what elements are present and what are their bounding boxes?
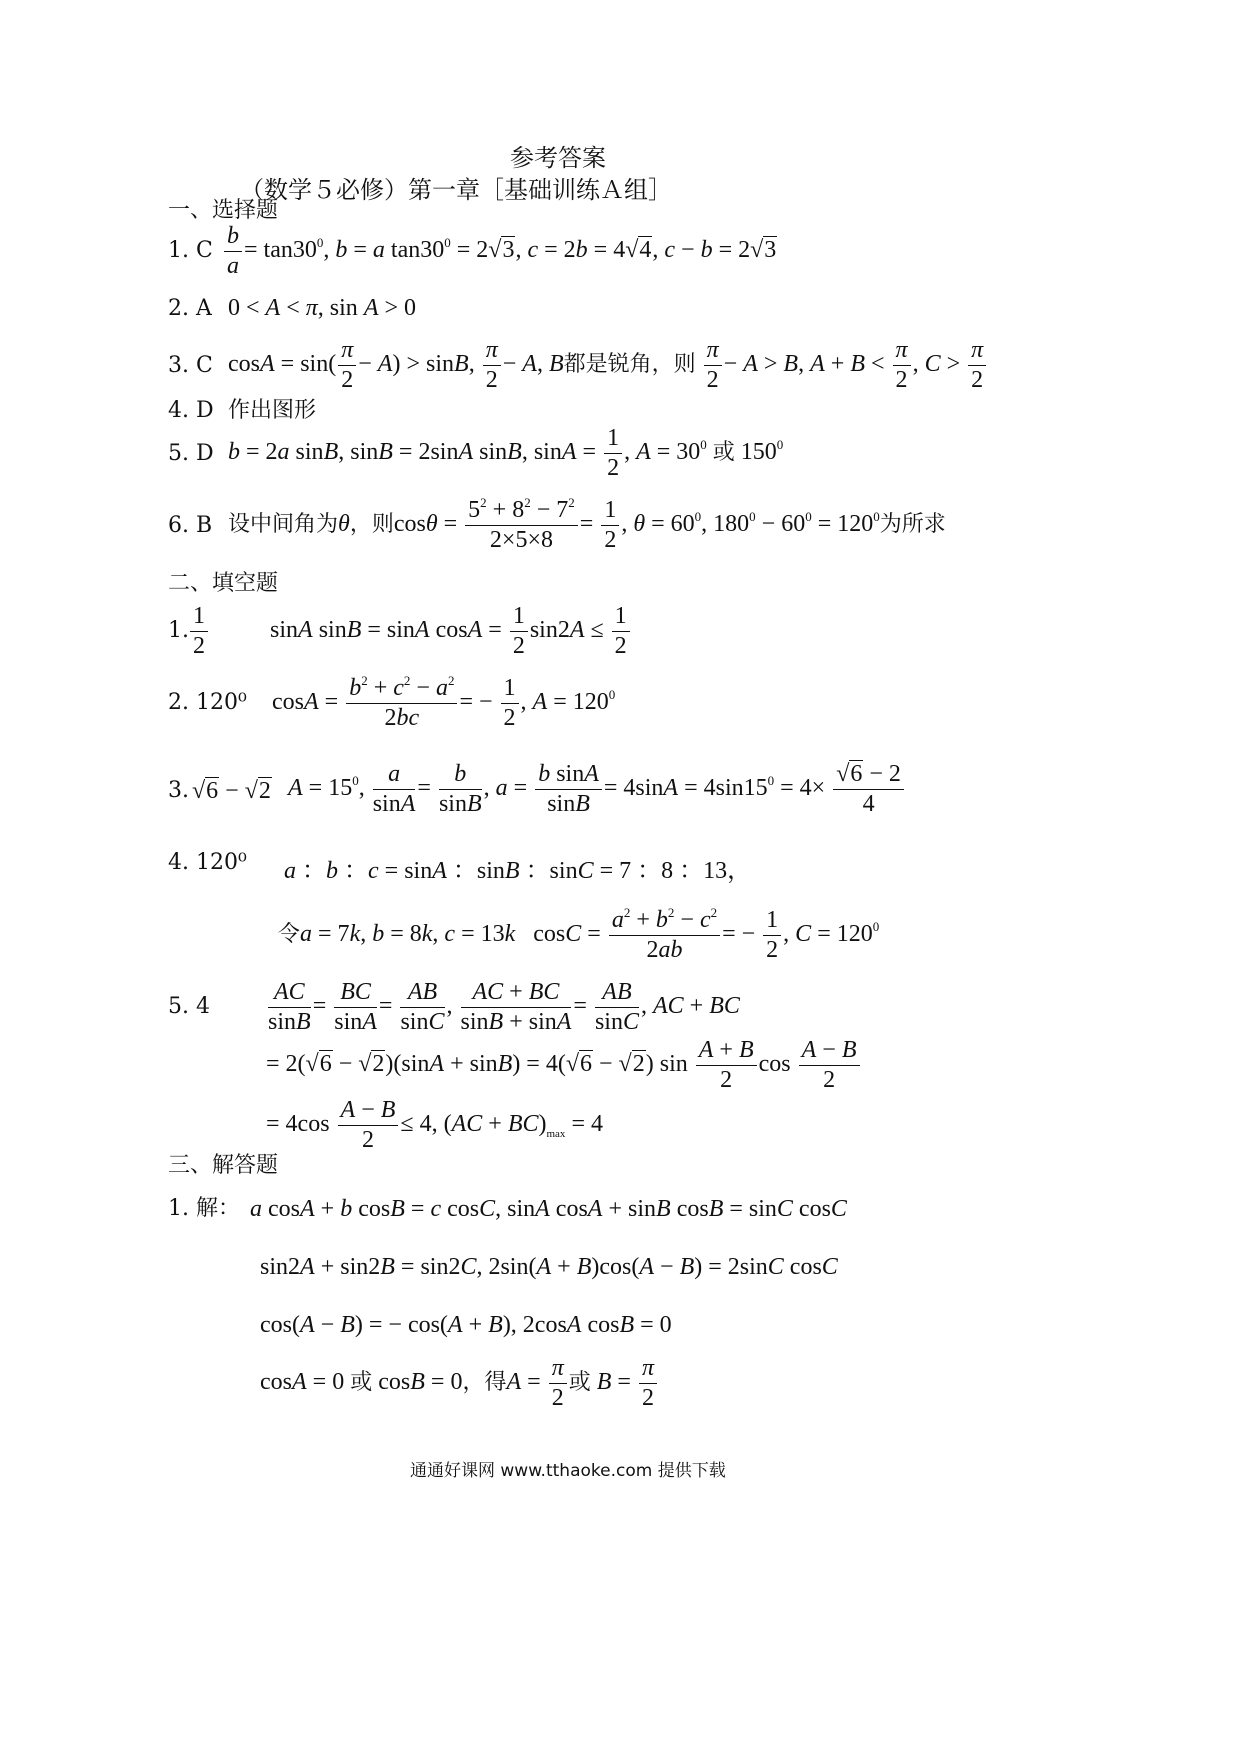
choice-6-label: 6. B [168, 513, 213, 538]
solve-1-or2: 或 [568, 1370, 591, 1396]
choice-6-formula: 设中间角为θ，则cosθ = $\frac{5^2 + 8^2 - 7^2}{2\times 5\times 8}$ = $\frac{1}{2}$ , $\theta = 60^0$, $180^0 - 60^0 = 120^0$为所求 [228, 495, 946, 554]
choice-2-label: 2. A [168, 296, 212, 321]
section-heading-choice: 一、选择题 [168, 198, 279, 223]
section-heading-fill: 二、填空题 [168, 571, 279, 596]
fill-1-label: 1. [168, 618, 189, 643]
page-title: 参考答案 [510, 144, 606, 172]
solve-1-line3: cos(A − B) = − cos(A + B), 2cosA cosB = 0 [260, 1312, 672, 1338]
choice-3-note: 都是锐角，则 [563, 352, 696, 378]
fill-4-let: 令 [278, 922, 301, 948]
choice-5-or: 或 [712, 440, 735, 466]
choice-5-formula: b = 2a sinB, sinB = 2sinA sinB, sinA = $\frac{1}{2}$ , $A = 30^0$ 或 $150^0$ [228, 425, 784, 482]
choice-3-label: 3. C [168, 353, 213, 378]
choice-1-formula: $\frac{b}{a}$ = $\tan 30^0$, b = a $\tan 30^0 = 2√3$, c = 2b = 4√4, c − b = 2√3 [222, 224, 777, 279]
choice-2-formula: 0 < A < π, sin A > 0 [228, 295, 417, 321]
fill-5-label: 5. 4 [168, 994, 210, 1019]
fill-1-answer: $\frac{1}{2}$ [188, 604, 210, 659]
solve-1-line1: a cosA + b cosB = c cosC, sinA cosA + sinB cosB = sinC cosC [250, 1196, 847, 1222]
choice-6-then: ，则 [349, 512, 394, 538]
solve-1-get: ，得 [462, 1370, 507, 1396]
choice-5-label: 5. D [168, 441, 214, 466]
footer-credit: 通通好课网 www.tthaoke.com 提供下载 [410, 1461, 726, 1481]
fill-4-ratio: a ：b ：c = sinA ：sinB ：sinC = 7 ：8 ：13， [284, 858, 752, 884]
fill-4-formula: 令a = 7k, b = 8k, c = 13k cosC = $\frac{a^2 + b^2 - c^2}{2ab}$ = − $\frac{1}{2}$ , $C = 120^0$ [278, 905, 880, 964]
solve-1-line2: sin2A + sin2B = sin2C, 2sin(A + B)cos(A − B) = 2sinC cosC [260, 1254, 838, 1280]
choice-4-label: 4. D [168, 398, 214, 423]
solve-1-label: 1. 解： [168, 1196, 240, 1221]
fill-1-formula: sinA sinB = sinA cosA = $\frac{1}{2}$ sin2A ≤ $\frac{1}{2}$ [270, 604, 632, 659]
section-heading-solve: 三、解答题 [168, 1153, 279, 1178]
fill-5-line1: $\frac{AC}{\sin B}$ = $\frac{BC}{\sin A}$ = $\frac{AB}{\sin C}$ , $\frac{AC + BC}{\sin B + \sin A}$ = $\frac{AB}{\sin C}$ , AC + BC [268, 979, 740, 1036]
choice-3-formula: cosA = sin( $\frac{\pi}{2}$ − A) > sinB, $\frac{\pi}{2}$ − A, B都是锐角，则 $\frac{\pi}{2}$ − A > B, A + B < $\frac{\pi}{2}$ , C > $\frac{\pi}{2}$ [228, 338, 988, 393]
fill-3-label: 3. [168, 778, 189, 803]
solve-1-line4: cosA = 0 或 cosB = 0，得A = $\frac{\pi}{2}$ 或 B = $\frac{\pi}{2}$ [260, 1356, 659, 1411]
fill-3-formula: $A = 15^0$, $\frac{a}{\sin A}$ = $\frac{b}{\sin B}$ , a = $\frac{\text{b sinA}}{\sin B}$ = $4\sin A = 4\sin 15^0 = 4\times$ $\frac{√6 - 2}{4}$ [288, 762, 906, 817]
choice-6-post: 为所求 [879, 512, 946, 538]
fill-5-line3: = 4cos $\frac{A - B}{2}$ ≤ 4, $(AC + BC)_{max} = 4$ [266, 1097, 603, 1154]
fill-5-line2: = 2(√6 − √2)(sinA + sinB) = 4(√6 − √2) sin $\frac{A + B}{2}$ cos $\frac{A - B}{2}$ [266, 1038, 862, 1093]
choice-1-label: 1. C [168, 238, 213, 263]
solve-1-or: 或 [350, 1370, 373, 1396]
choice-6-pre: 设中间角为 [228, 512, 339, 538]
fill-2-formula: cosA = $\frac{b^2 + c^2 - a^2}{2bc}$ = − $\frac{1}{2}$ , $A = 120^0$ [272, 673, 616, 732]
fill-4-label: 4. 120⁰ [168, 850, 247, 875]
choice-4-text: 作出图形 [228, 398, 317, 423]
fill-3-answer: √6 − √2 [192, 778, 271, 804]
fill-2-label: 2. 120⁰ [168, 690, 247, 715]
page-subtitle: （数学５必修）第一章［基础训练Ａ组］ [240, 176, 672, 204]
